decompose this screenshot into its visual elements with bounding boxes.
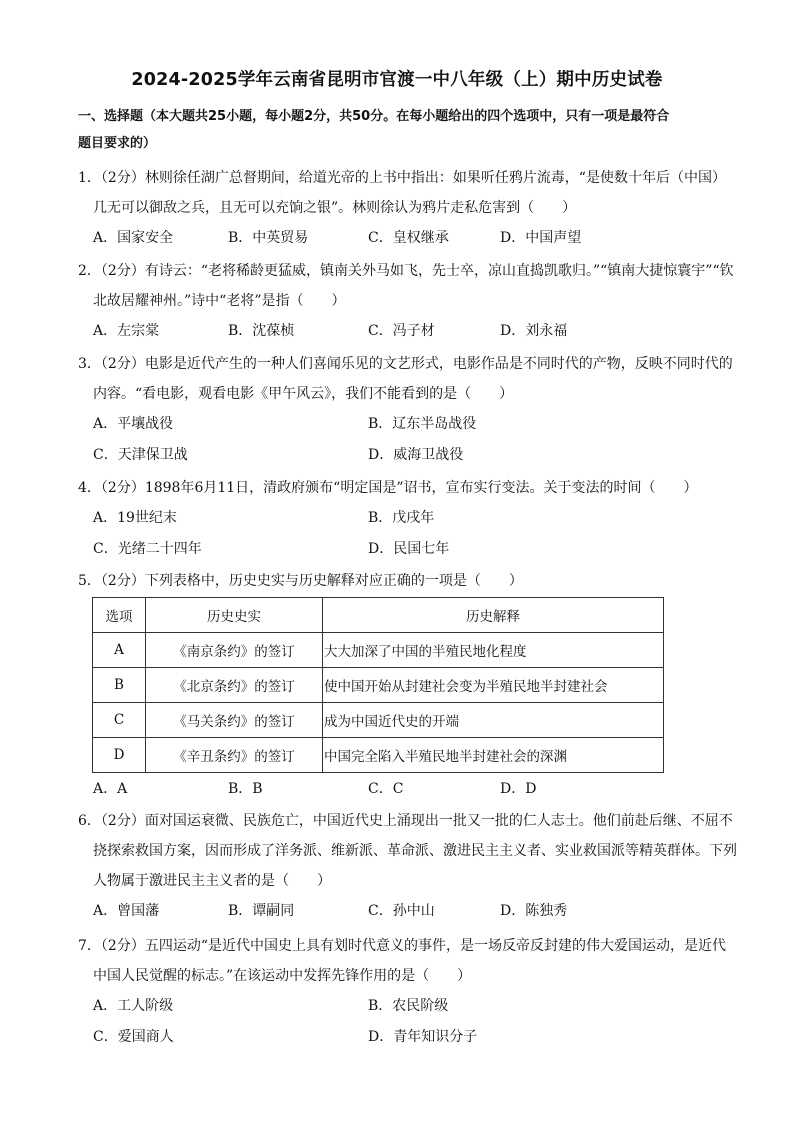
option-a: A．国家安全: [93, 230, 174, 246]
option-d: D．中国声望: [500, 230, 582, 246]
table-cell: B: [93, 668, 146, 703]
table-header: 历史史实: [146, 598, 323, 633]
option-b: B．中英贸易: [228, 230, 309, 246]
option-a: A．A: [93, 781, 128, 797]
history-table: [92, 597, 664, 773]
question-stem: 6．（2分）面对国运衰微、民族危亡，中国近代史上涌现出一批又一批的仁人志士。他们前赴后继、不屈不挠探索救国方案，因而形成了洋务派、维新派、革命派、激进民主主义者、实业救国派等精英群体。下列人物属于激进民主主义者的是（ ）: [78, 813, 737, 889]
option-c: C．爱国商人: [93, 1029, 174, 1045]
option-d: D．陈独秀: [500, 903, 568, 919]
table-cell: 使中国开始从封建社会变为半殖民地半封建社会: [323, 668, 664, 703]
question-stem: 4．（2分）1898年6月11日，清政府颁布“明定国是”诏书，宣布实行变法。关于变法的时间（ ）: [78, 480, 698, 496]
table-cell: 《马关条约》的签订: [146, 703, 323, 738]
table-cell: C: [93, 703, 146, 738]
option-b: B．农民阶级: [368, 998, 449, 1014]
question-stem: 3．（2分）电影是近代产生的一种人们喜闻乐见的文艺形式，电影作品是不同时代的产物，反映不同时代的内容。“看电影，观看电影《甲午风云》，我们不能看到的是（ ）: [78, 356, 733, 402]
section-heading: [78, 103, 728, 157]
option-a: A．左宗棠: [93, 323, 160, 339]
table-cell: 成为中国近代史的开端: [323, 703, 664, 738]
option-c: C．孙中山: [368, 903, 435, 919]
question-stem: 1．（2分）林则徐任湖广总督期间，给道光帝的上书中指出：如果听任鸦片流毒，“是使数十年后（中国）几无可以御敌之兵，且无可以充饷之银”。林则徐认为鸦片走私危害到（ ）: [78, 170, 726, 216]
options-row: [78, 896, 738, 927]
question-5-options: [78, 774, 738, 805]
options-row: [78, 316, 738, 347]
option-c: C．冯子材: [368, 323, 435, 339]
table-header: 历史解释: [323, 598, 664, 633]
option-a: A．19世纪末: [93, 510, 177, 526]
option-a: A．曾国藩: [93, 903, 160, 919]
question-stem: 7．（2分）五四运动“是近代中国史上具有划时代意义的事件，是一场反帝反封建的伟大爱国运动，是近代中国人民觉醒的标志。”在该运动中发挥先锋作用的是（ ）: [78, 938, 726, 984]
table-row: [93, 703, 664, 738]
option-b: B．辽东半岛战役: [368, 416, 477, 432]
table-cell: 大大加深了中国的半殖民地化程度: [323, 633, 664, 668]
question-2: [78, 256, 738, 347]
table-cell: D: [93, 738, 146, 773]
option-d: D．D: [500, 781, 537, 797]
options-row: [78, 409, 738, 440]
option-d: D．刘永福: [500, 323, 568, 339]
option-d: D．民国七年: [368, 541, 450, 557]
question-3: [78, 349, 738, 471]
option-b: B．B: [228, 781, 263, 797]
option-a: A．平壤战役: [93, 416, 174, 432]
table-cell: 中国完全陷入半殖民地半封建社会的深渊: [323, 738, 664, 773]
option-b: B．谭嗣同: [228, 903, 295, 919]
table-row: [93, 668, 664, 703]
table-cell: 《北京条约》的签订: [146, 668, 323, 703]
question-stem: 2．（2分）有诗云：“老将稀龄更猛威，镇南关外马如飞，先士卒，凉山直捣凯歌归。”“镇南大捷惊寰宇”“钦北故居耀神州。”诗中“老将”是指（ ）: [78, 263, 734, 309]
options-row: [78, 534, 738, 565]
table-row: [93, 633, 664, 668]
table-header: 选项: [93, 598, 146, 633]
options-row: [78, 223, 738, 254]
question-4: [78, 473, 738, 565]
options-row: [78, 774, 738, 805]
table-cell: A: [93, 633, 146, 668]
table-row: [93, 738, 664, 773]
option-d: D．威海卫战役: [368, 447, 464, 463]
table-cell: 《南京条约》的签订: [146, 633, 323, 668]
option-d: D．青年知识分子: [368, 1029, 478, 1045]
options-row: [78, 503, 738, 534]
option-b: B．沈葆桢: [228, 323, 295, 339]
option-c: C．C: [368, 781, 404, 797]
option-c: C．皇权继承: [368, 230, 449, 246]
options-row: [78, 991, 738, 1022]
option-c: C．光绪二十四年: [93, 541, 202, 557]
option-a: A．工人阶级: [93, 998, 174, 1014]
section-heading-line1: 一、选择题（本大题共25小题，每小题2分，共50分。在每小题给出的四个选项中，只有一项是最符合: [78, 109, 670, 124]
options-row: [78, 440, 738, 471]
table-cell: 《辛丑条约》的签订: [146, 738, 323, 773]
section-heading-line2: 题目要求的）: [78, 136, 157, 151]
question-5: [78, 566, 738, 596]
option-b: B．戊戌年: [368, 510, 435, 526]
question-6: [78, 806, 738, 927]
option-c: C．天津保卫战: [93, 447, 188, 463]
options-row: [78, 1022, 738, 1053]
question-7: [78, 931, 738, 1053]
question-1: [78, 163, 738, 254]
question-stem: 5．（2分）下列表格中，历史史实与历史解释对应正确的一项是（ ）: [78, 573, 523, 589]
table-header-row: [93, 598, 664, 633]
exam-title: 2024-2025学年云南省昆明市官渡一中八年级（上）期中历史试卷: [131, 70, 663, 90]
